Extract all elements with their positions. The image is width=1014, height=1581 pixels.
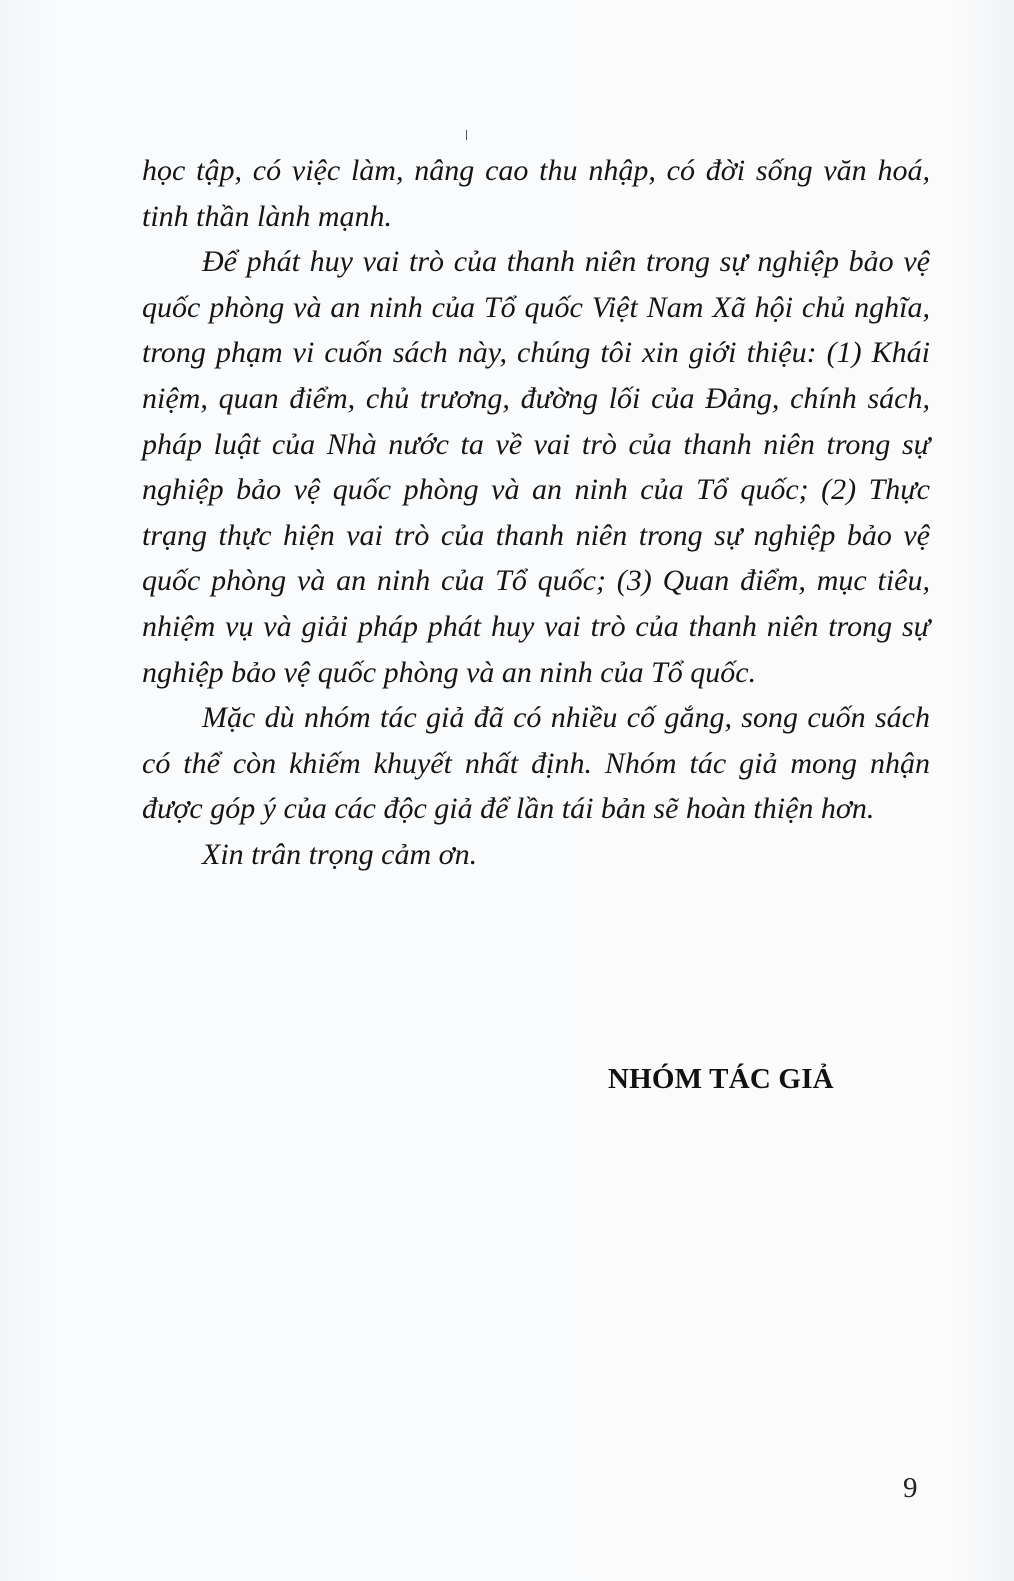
author-signature: NHÓM TÁC GIẢ	[608, 1063, 834, 1095]
print-mark	[466, 130, 467, 140]
paragraph-2: Để phát huy vai trò của thanh niên trong sự nghiệp bảo vệ quốc phòng và an ninh của Tổ quốc Việt Nam Xã hội chủ nghĩa, trong phạm vi cuốn sách này, chúng tôi xin giới thiệu: (1) Khái niệm, quan điểm, chủ trương, đường lối của Đảng, chính sách, pháp luật của Nhà nước ta về vai trò của thanh niên trong sự nghiệp bảo vệ quốc phòng và an ninh của Tổ quốc; (2) Thực trạng thực hiện vai trò của thanh niên trong sự nghiệp bảo vệ quốc phòng và an ninh của Tổ quốc; (3) Quan điểm, mục tiêu, nhiệm vụ và giải pháp phát huy vai trò của thanh niên trong sự nghiệp bảo vệ quốc phòng và an ninh của Tổ quốc.	[142, 245, 930, 689]
body-text	[142, 148, 930, 878]
paragraph-1: học tập, có việc làm, nâng cao thu nhập, có đời sống văn hoá, tinh thần lành mạnh.	[142, 154, 930, 233]
paragraph-4: Xin trân trọng cảm ơn.	[202, 837, 478, 871]
paragraph-3: Mặc dù nhóm tác giả đã có nhiều cố gắng, song cuốn sách có thể còn khiếm khuyết nhất định. Nhóm tác giả mong nhận được góp ý của các độc giả để lần tái bản sẽ hoàn thiện hơn.	[142, 701, 930, 826]
page-number: 9	[903, 1472, 918, 1504]
